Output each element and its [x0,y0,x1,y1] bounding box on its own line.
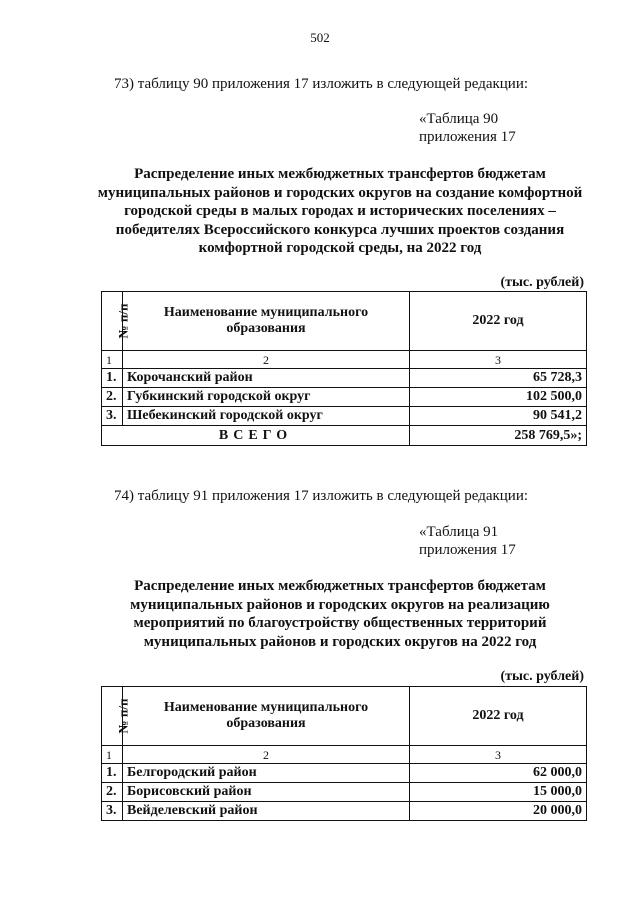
section-73-intro: 73) таблицу 90 приложения 17 изложить в следующей редакции: [114,76,529,92]
header-name: Наименование муниципального образования [123,292,410,351]
table-header-row [102,687,587,746]
row-number: 1. [102,764,123,783]
index-1: 1 [102,746,123,764]
section-74-intro: 74) таблицу 91 приложения 17 изложить в следующей редакции: [114,488,529,504]
amount: 102 500,0 [410,388,587,407]
municipality-name: Корочанский район [123,369,410,388]
index-3: 3 [410,351,587,369]
page-number: 502 [310,30,330,45]
table-90-reference [419,110,516,146]
row-number: 3. [102,802,123,821]
table-row [102,407,587,426]
municipality-name: Шебекинский городской округ [123,407,410,426]
table-91-units: (тыс. рублей) [500,669,584,684]
table-90-units: (тыс. рублей) [500,275,584,290]
header-num-cell [102,292,131,351]
table-ref-line1: «Таблица 90 [419,111,499,127]
table-ref-line2: приложения 17 [419,129,516,145]
row-number: 3. [102,407,123,426]
table-row [102,369,587,388]
header-num-cell [102,687,131,746]
amount: 15 000,0 [410,783,587,802]
table-91-heading: Распределение иных межбюджетных трансфертов бюджетам муниципальных районов и городских округов на реализацию мероприятий по благоустройству общественных территорий муниципальных районов и городских округов на 2022 год [130,578,550,650]
total-row [102,426,587,446]
header-num: № п/п [115,303,131,338]
column-index-row [102,746,587,764]
amount: 65 728,3 [410,369,587,388]
amount: 62 000,0 [410,764,587,783]
row-number: 1. [102,369,123,388]
municipality-name: Губкинский городской округ [123,388,410,407]
municipality-name: Борисовский район [123,783,410,802]
column-index-row [102,351,587,369]
table-row [102,802,587,821]
table-row [102,764,587,783]
header-num: № п/п [115,698,131,733]
row-number: 2. [102,388,123,407]
header-name: Наименование муниципального образования [123,687,410,746]
index-1: 1 [102,351,123,369]
index-2: 2 [123,746,410,764]
total-value: 258 769,5»; [410,426,587,446]
table-ref-line2: приложения 17 [419,542,516,558]
amount: 20 000,0 [410,802,587,821]
header-year: 2022 год [410,687,587,746]
table-91-reference [419,523,516,559]
header-year: 2022 год [410,292,587,351]
municipality-name: Белгородский район [123,764,410,783]
index-3: 3 [410,746,587,764]
table-row [102,388,587,407]
table-row [102,783,587,802]
table-header-row [102,292,587,351]
index-2: 2 [123,351,410,369]
table-90 [101,291,587,446]
row-number: 2. [102,783,123,802]
table-90-heading: Распределение иных межбюджетных трансфертов бюджетам муниципальных районов и городских округов на создание комфортной городской среды в малых городах и исторических поселениях – победителях Всероссийского конкурса лучших проектов создания комфортной городской среды, на 2022 год [97,166,583,256]
table-91 [101,686,587,821]
amount: 90 541,2 [410,407,587,426]
table-ref-line1: «Таблица 91 [419,524,499,540]
total-label: ВСЕГО [102,426,410,446]
municipality-name: Вейделевский район [123,802,410,821]
